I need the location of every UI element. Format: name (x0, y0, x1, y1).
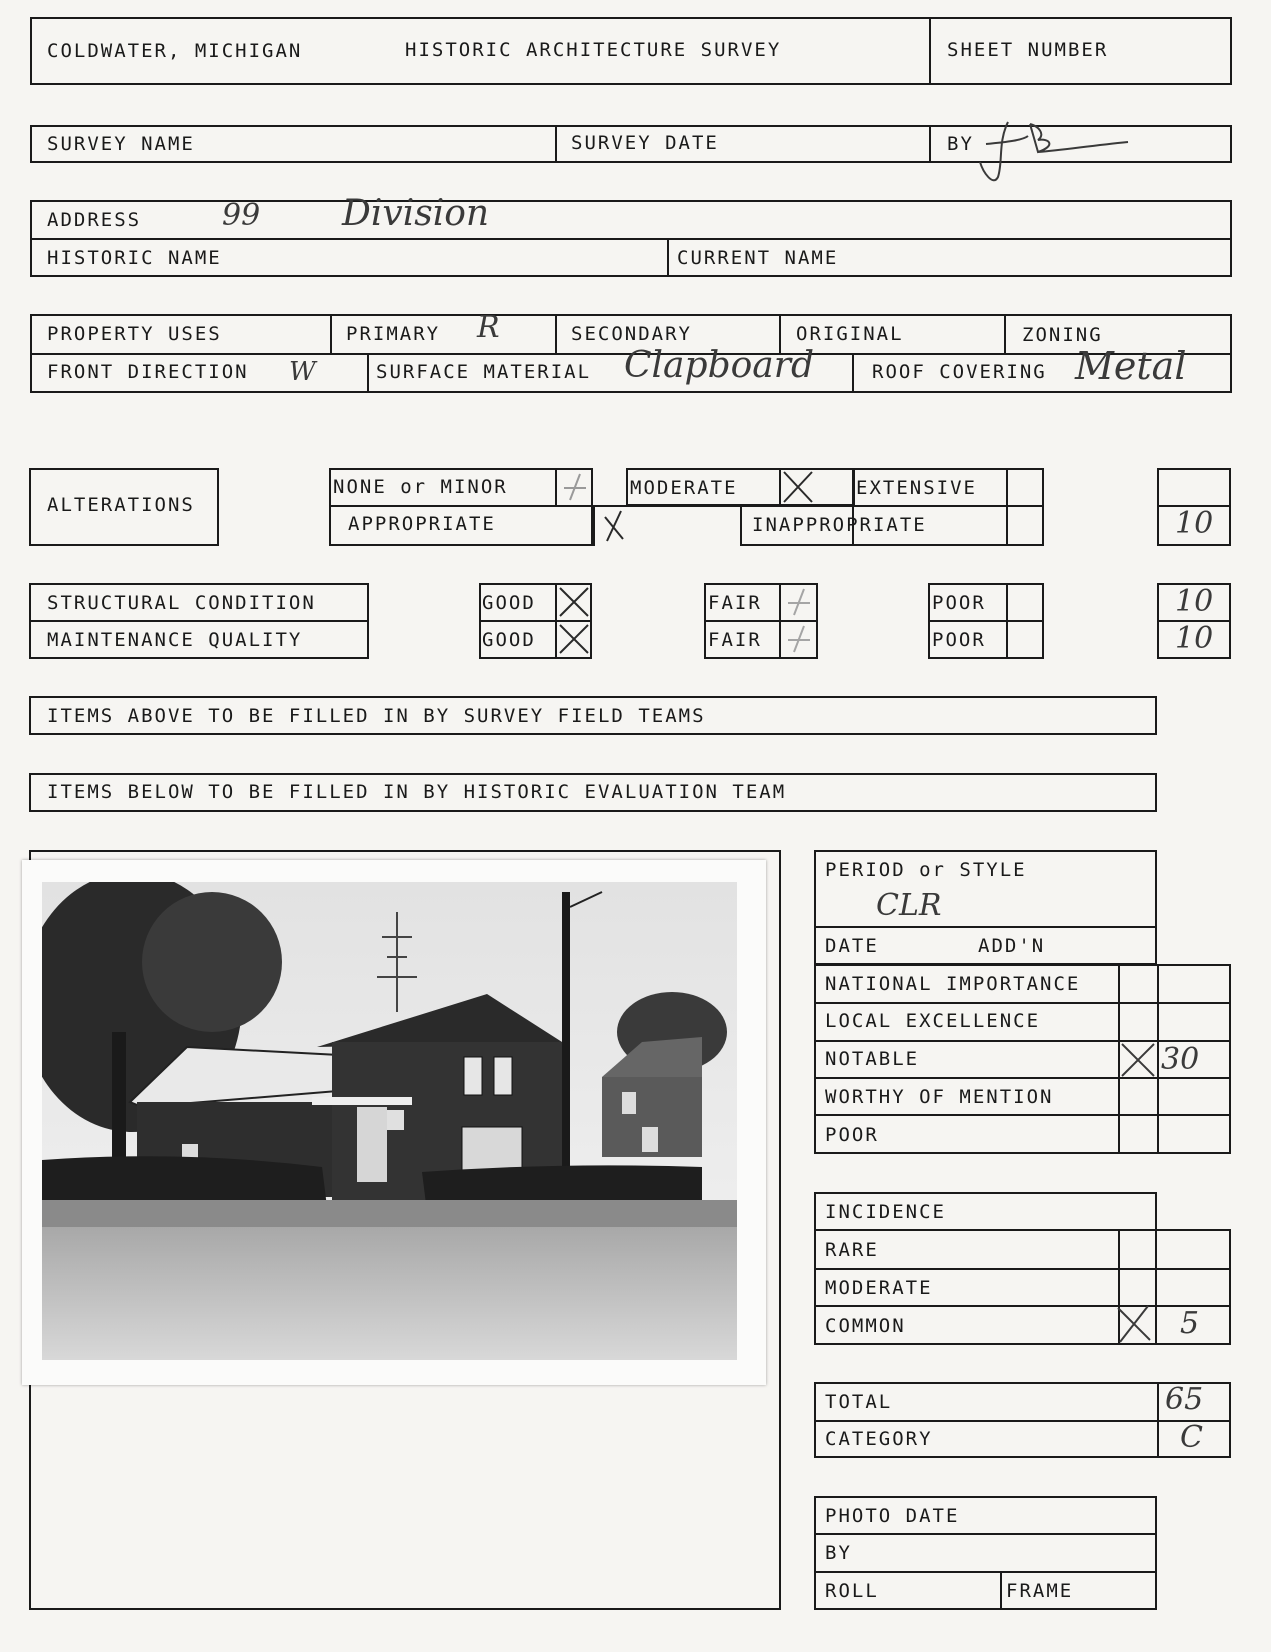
city-label: COLDWATER, MICHIGAN (47, 40, 303, 62)
none-minor-label: NONE or MINOR (333, 476, 508, 498)
alterations-score: 10 (1175, 506, 1214, 541)
poor-rating-label: POOR (825, 1124, 879, 1146)
sheet-number-label: SHEET NUMBER (947, 39, 1109, 61)
zoning-label: ZONING (1022, 324, 1103, 346)
address-street: Division (342, 193, 490, 234)
photo-info-row-2 (814, 1571, 1157, 1573)
rare-label: RARE (825, 1239, 879, 1261)
photo-date-label: PHOTO DATE (825, 1505, 960, 1527)
house-photo (42, 882, 737, 1360)
worthy-of-mention-label: WORTHY OF MENTION (825, 1086, 1054, 1108)
house-photo-image (42, 882, 737, 1360)
survey-title: HISTORIC ARCHITECTURE SURVEY (405, 39, 782, 61)
structural-good-label: GOOD (482, 592, 536, 614)
structural-good-x-mark (556, 584, 592, 620)
maintenance-score: 10 (1175, 621, 1214, 656)
property-div-6 (852, 353, 854, 393)
poor-divider (928, 620, 1044, 622)
surface-material-value: Clapboard (624, 345, 815, 386)
structural-condition-label: STRUCTURAL CONDITION (47, 592, 316, 614)
property-div-4 (1004, 314, 1006, 353)
header-divider (929, 17, 931, 85)
above-note: ITEMS ABOVE TO BE FILLED IN BY SURVEY FIELD TEAMS (47, 705, 706, 727)
current-name-label: CURRENT NAME (677, 247, 839, 269)
none-minor-check-divider (555, 468, 557, 505)
addn-label: ADD'N (978, 935, 1046, 957)
front-direction-label: FRONT DIRECTION (47, 361, 249, 383)
common-x-mark (1112, 1304, 1156, 1344)
moderate-label: MODERATE (630, 477, 738, 499)
names-divider (667, 238, 669, 277)
total-label: TOTAL (825, 1391, 893, 1413)
historic-name-label: HISTORIC NAME (47, 247, 222, 269)
notable-label: NOTABLE (825, 1048, 920, 1070)
maintenance-fair-slash-mark (782, 622, 816, 656)
maintenance-good-label: GOOD (482, 629, 536, 651)
period-style-label: PERIOD or STYLE (825, 859, 1027, 881)
alterations-label: ALTERATIONS (47, 494, 195, 516)
importance-row-1 (814, 1002, 1231, 1004)
importance-row-3 (814, 1077, 1231, 1079)
primary-label: PRIMARY (346, 323, 441, 345)
maintenance-fair-label: FAIR (708, 629, 762, 651)
front-direction-value: W (289, 357, 316, 387)
roof-covering-label: ROOF COVERING (872, 361, 1047, 383)
inappropriate-label: INAPPROPRIATE (752, 514, 927, 536)
category-value: C (1180, 1420, 1203, 1455)
survey-row-right-edge (1230, 125, 1232, 163)
primary-value: R (477, 310, 500, 345)
incidence-label: INCIDENCE (825, 1201, 946, 1223)
survey-divider-1 (555, 125, 557, 163)
structural-fair-slash-mark (782, 585, 816, 619)
address-number: 99 (222, 198, 261, 233)
structural-score: 10 (1175, 584, 1214, 619)
incidence-row-1 (814, 1229, 1231, 1231)
survey-date-label: SURVEY DATE (571, 132, 719, 154)
fair-check-divider (779, 583, 781, 659)
maintenance-good-x-mark (556, 621, 592, 657)
roll-frame-divider (1000, 1571, 1002, 1610)
property-uses-label: PROPERTY USES (47, 323, 222, 345)
surveyor-initials-signature (968, 112, 1138, 192)
notable-x-mark (1116, 1040, 1160, 1080)
roll-label: ROLL (825, 1580, 879, 1602)
none-minor-slash-mark (558, 470, 592, 504)
survey-by-label: BY (947, 133, 974, 155)
incidence-row-2 (814, 1268, 1231, 1270)
extensive-label: EXTENSIVE (856, 477, 977, 499)
period-style-value: CLR (876, 888, 942, 923)
below-note-right-edge (1155, 773, 1157, 812)
local-excellence-label: LOCAL EXCELLENCE (825, 1010, 1041, 1032)
original-label: ORIGINAL (796, 323, 904, 345)
common-label: COMMON (825, 1315, 906, 1337)
totals-score-divider (1157, 1382, 1159, 1458)
structural-fair-label: FAIR (708, 592, 762, 614)
frame-label: FRAME (1006, 1580, 1074, 1602)
importance-row-4 (814, 1114, 1231, 1116)
condition-label-divider (29, 620, 369, 622)
incidence-moderate-label: MODERATE (825, 1277, 933, 1299)
address-label: ADDRESS (47, 209, 142, 231)
notable-score: 30 (1161, 1042, 1200, 1077)
address-divider (30, 238, 1232, 240)
secondary-label: SECONDARY (571, 323, 692, 345)
above-note-right-edge (1155, 696, 1157, 735)
category-label: CATEGORY (825, 1428, 933, 1450)
property-div-2 (555, 314, 557, 353)
roof-covering-value: Metal (1075, 344, 1187, 388)
common-score: 5 (1180, 1306, 1200, 1341)
property-div-1 (330, 314, 332, 353)
appropriate-slash-mark (597, 507, 631, 545)
appropriate-check-divider (593, 505, 595, 546)
totals-divider (814, 1420, 1231, 1422)
survey-name-label: SURVEY NAME (47, 133, 195, 155)
photographer-by-label: BY (825, 1542, 852, 1564)
below-note: ITEMS BELOW TO BE FILLED IN BY HISTORIC EVALUATION TEAM (47, 781, 787, 803)
maintenance-quality-label: MAINTENANCE QUALITY (47, 629, 303, 651)
national-importance-label: NATIONAL IMPORTANCE (825, 973, 1081, 995)
incidence-bottom (814, 1343, 1231, 1345)
total-value: 65 (1165, 1382, 1204, 1417)
moderate-x-mark (780, 468, 816, 506)
photo-mount (22, 860, 766, 1385)
structural-poor-label: POOR (932, 592, 986, 614)
property-div-5 (367, 353, 369, 393)
surface-material-label: SURFACE MATERIAL (376, 361, 592, 383)
appropriate-label: APPROPRIATE (348, 513, 496, 535)
maintenance-poor-label: POOR (932, 629, 986, 651)
photo-info-row-1 (814, 1533, 1157, 1535)
survey-divider-2 (929, 125, 931, 163)
poor-check-divider (1006, 583, 1008, 659)
incidence-row-3 (814, 1305, 1231, 1307)
incidence-right-edge (1229, 1229, 1231, 1345)
date-label: DATE (825, 935, 879, 957)
period-divider (814, 926, 1157, 928)
